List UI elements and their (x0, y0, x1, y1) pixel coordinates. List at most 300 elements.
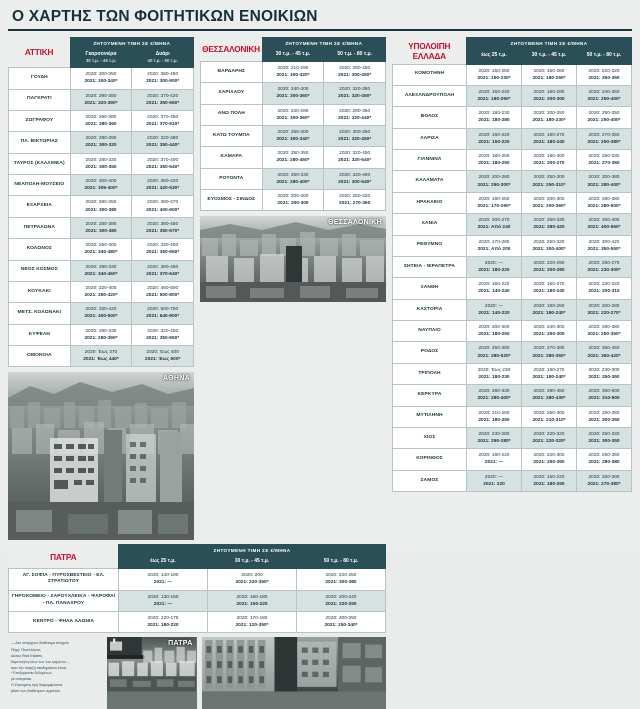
price-2020: 2020: 500-700 (147, 307, 179, 313)
table-row (393, 192, 632, 213)
price-2020: 2020: 220-250 (325, 573, 357, 579)
price-2021: 2021: 400-600* (146, 207, 180, 213)
price-2020: 2020: 210-290 (277, 65, 309, 71)
price-2021: 2021: 180-250 (478, 417, 510, 423)
row-area-label: ΠΑΓΚΡΑΤΙ (9, 89, 71, 110)
price-2020: 2020: 370-400 (147, 157, 179, 163)
price-2021: 2021: 150-220 (478, 139, 510, 145)
table-row (201, 83, 386, 104)
price-2021: 2021: 320-450* (338, 137, 372, 143)
price-2020: 2020: 230-300 (588, 367, 620, 373)
price-2020: 2020: 320-380 (339, 87, 371, 93)
row-price-cell (522, 171, 577, 192)
row-price-cell (522, 363, 577, 384)
row-price-cell (467, 235, 522, 256)
column-rest-of-greece (392, 37, 632, 492)
row-price-cell (577, 107, 632, 128)
table-row (201, 147, 386, 168)
price-2021: 2021: 180-220 (478, 268, 510, 274)
price-2021: 2021: 280-420 (533, 225, 565, 231)
row-price-cell (577, 171, 632, 192)
row-price-cell (70, 153, 132, 174)
col-header-studio-type: Γκαρσονιέρα (85, 50, 117, 57)
price-2020: 2020: 250-330 (277, 172, 309, 178)
table-row (393, 150, 632, 171)
price-2021: 2021: 210-310* (532, 417, 566, 423)
price-2021: 2021: 220-270* (587, 310, 621, 316)
col-header-size-2-label: 30 τ.μ. - 45 τ.μ. (234, 557, 270, 564)
price-2021: 2021: 340-480* (84, 250, 118, 256)
photo-thessaloniki (200, 216, 386, 302)
row-area-label: ΚΟΛΩΝΟΣ (9, 239, 71, 260)
row-price-cell (467, 150, 522, 171)
price-2020: 2020: 200 (241, 573, 263, 579)
price-2021: 2021: 300-380 (85, 228, 117, 234)
row-area-label: ΗΡΑΚΛΕΙΟ (393, 192, 467, 213)
row-price-cell (119, 569, 208, 590)
price-2021: 2021: 250-350 (533, 460, 565, 466)
price-2021: 2021: 370-510* (146, 122, 180, 128)
row-price-cell (132, 346, 194, 367)
price-2020: 2020: 150-250 (478, 68, 510, 74)
price-2021: 2021: 400-500* (84, 314, 118, 320)
table-body-patra (9, 569, 386, 633)
table-row (9, 68, 194, 89)
row-price-cell (132, 153, 194, 174)
row-price-cell (467, 128, 522, 149)
table-body-rest-of-greece (393, 64, 632, 492)
price-2021: 2021: 220-350* (235, 580, 269, 586)
row-price-cell (70, 68, 132, 89)
price-2021: 2021: 350-550* (146, 100, 180, 106)
table-row (9, 303, 194, 324)
price-2021: 2021: 180-250 (533, 481, 565, 487)
row-area-label: ΤΡΙΠΟΛΗ (393, 363, 467, 384)
price-2021: 2021: 250-310* (532, 182, 566, 188)
footnote-source-line6: μέ αστερίσκο. (11, 677, 33, 682)
table-body-thessaloniki (201, 61, 386, 211)
table-row (9, 346, 194, 367)
price-2021: 2021: 280-500* (587, 203, 621, 209)
table-row (201, 61, 386, 82)
price-2021: 2021: 300-350 (588, 439, 620, 445)
table-patra (8, 544, 386, 633)
price-2021: 2021: 200-270 (533, 161, 565, 167)
col-header-onebed-size: 40 τ.μ. - 50 τ.μ. (147, 57, 178, 63)
price-2021: 2021: Από 240 (477, 225, 511, 231)
row-area-label: ΒΑΡΔΑΡΗΣ (201, 61, 263, 82)
row-price-cell (522, 299, 577, 320)
row-price-cell (297, 590, 386, 611)
table-row (9, 217, 194, 238)
price-2020: 2020: 250-300 (277, 129, 309, 135)
col-header-size-3-label: 50 τ.μ. - 80 τ.μ. (586, 52, 622, 59)
price-2020: 2020: 220-320 (588, 68, 620, 74)
price-2021: 2021: 270-350 (588, 161, 620, 167)
price-2021: 2021: 250-380* (587, 139, 621, 145)
row-price-cell (262, 190, 324, 211)
table-row (393, 470, 632, 491)
patra-block (8, 544, 386, 709)
row-price-cell (324, 83, 386, 104)
row-price-cell (577, 128, 632, 149)
price-2020: 2020: 180-220 (478, 453, 510, 459)
thessaloniki-cityscape-illustration (200, 216, 386, 302)
table-row (393, 385, 632, 406)
row-price-cell (522, 406, 577, 427)
price-2021: 2021: 140-240 (478, 289, 510, 295)
price-header-patra: ΖΗΤΟΥΜΕΝΗ ΤΙΜΗ ΣΕ €/ΜΗΝΑ (119, 545, 386, 556)
price-2020: 2020: 320-450 (339, 151, 371, 157)
price-2020: 2020: 320-400 (85, 285, 117, 291)
row-area-label: ΧΑΡΙΛΑΟΥ (201, 83, 263, 104)
price-2020: 2020: 220-290 (533, 260, 565, 266)
price-2021: 2021: 280-350* (532, 353, 566, 359)
price-2020: 2020: 280-330 (478, 389, 510, 395)
row-price-cell (577, 449, 632, 470)
table-rest-of-greece (392, 37, 632, 492)
row-price-cell (467, 256, 522, 277)
price-2021: 2021: 500-800* (146, 293, 180, 299)
price-2021: 2021: 180-220 (147, 623, 179, 629)
price-2021: 2021: 350-650* (146, 250, 180, 256)
price-2020: 2020: 270-380 (533, 346, 565, 352)
price-2020: 2020: 350-450 (588, 346, 620, 352)
price-2021: 2021: 300-340* (84, 79, 118, 85)
row-price-cell (70, 110, 132, 131)
row-price-cell (297, 569, 386, 590)
table-row (9, 110, 194, 131)
price-2020: 2020: 290-380 (85, 114, 117, 120)
row-price-cell (467, 385, 522, 406)
row-area-label: ΚΑΜΑΡΑ (201, 147, 263, 168)
row-price-cell (324, 104, 386, 125)
row-price-cell (467, 278, 522, 299)
row-price-cell (132, 132, 194, 153)
row-area-label: ΓΙΑΝΝΙΝΑ (393, 150, 467, 171)
price-2020: 2020: 220-280 (277, 108, 309, 114)
price-2020: 2020: 180-250 (533, 303, 565, 309)
row-price-cell (70, 260, 132, 281)
col-header-studio-size: 30 τ.μ. - 45 τ.μ. (85, 57, 117, 63)
price-2020: 2020: 250-350 (588, 410, 620, 416)
row-price-cell (119, 590, 208, 611)
row-price-cell (262, 104, 324, 125)
price-2021: 2021: 360-420* (587, 353, 621, 359)
price-2021: 2021: 140-220 (478, 310, 510, 316)
price-2021: 2021: 300-320 (85, 143, 117, 149)
table-row (393, 128, 632, 149)
price-2021: 2021: 370-640* (146, 271, 180, 277)
row-area-label: ΑΛΕΞΑΝΔΡΟΥΠΟΛΗ (393, 85, 467, 106)
price-2020: 2020: 200-250 (533, 111, 565, 117)
price-header-rest-of-greece: ΖΗΤΟΥΜΕΝΗ ΤΙΜΗ ΣΕ €/ΜΗΝΑ (467, 38, 632, 50)
row-area-label: ΒΟΛΟΣ (393, 107, 467, 128)
price-2020: 2020: 280-380 (588, 325, 620, 330)
page-title-bar (8, 6, 632, 31)
price-2020: 2020: 200-260 (478, 175, 510, 181)
row-price-cell (467, 85, 522, 106)
footnote-source-line2: Δίκτυο Real Estates, (11, 654, 43, 659)
row-price-cell (132, 281, 194, 302)
row-area-label: ΕΥΟΣΜΟΣ - ΣΙΝΔΟΣ (201, 190, 263, 211)
photo-athens (8, 372, 194, 540)
price-2021: 2021: 170-290* (477, 203, 511, 209)
price-2020: 2020: 200-300 (533, 196, 565, 202)
row-price-cell (132, 89, 194, 110)
table-header-row (393, 38, 632, 50)
price-2021: 2021: 230-300* (587, 268, 621, 274)
price-2020: 2020: 280-380 (85, 221, 117, 227)
row-area-label: ΚΑΤΩ ΤΟΥΜΠΑ (201, 125, 263, 146)
price-2020: 2020: 250-330 (533, 218, 565, 224)
price-2021: 2021: 300-360* (276, 115, 310, 121)
col-header-size-1-label: 30 τ.μ. - 45 τ.μ. (275, 50, 311, 57)
price-2020: 2020: 250-330 (588, 154, 620, 159)
footnote-source-line5: * Επεξεργασία δεδομένων (11, 671, 52, 676)
price-2021: 2021: 300-350 (85, 164, 117, 170)
row-price-cell (522, 64, 577, 85)
row-area-label: ΝΕΑΠΟΛΗ-ΜΟΥΣΕΙΟ (9, 175, 71, 196)
row-price-cell (132, 175, 194, 196)
price-2020: 2020: 280-350 (339, 108, 371, 114)
table-row (201, 125, 386, 146)
price-2021: 2021: 300-500* (146, 79, 180, 85)
price-2021: 2021: 180-250* (532, 75, 566, 81)
price-2020: 2020: Έως 370 (84, 350, 118, 355)
table-row (393, 406, 632, 427)
row-price-cell (522, 427, 577, 448)
price-2021: 2021: 250-300 (533, 332, 565, 338)
row-price-cell (70, 89, 132, 110)
table-row (201, 104, 386, 125)
price-2021: 2021: Από 200 (477, 246, 511, 252)
row-price-cell (132, 324, 194, 345)
row-area-label: ΣΗΤΕΙΑ - ΙΕΡΑΠΕΤΡΑ (393, 256, 467, 277)
price-2020: 2020: 250-300 (533, 175, 565, 181)
footnote-block (8, 641, 102, 709)
price-2020: 2020: 200-300 (277, 194, 309, 199)
price-2020: 2020: 160-260 (533, 68, 565, 74)
row-price-cell (208, 611, 297, 632)
row-price-cell (577, 321, 632, 342)
price-2020: 2020: 170-180 (236, 615, 268, 621)
row-price-cell (577, 342, 632, 363)
price-2020: 2020: 320-380 (147, 136, 179, 142)
price-2021: 2021: 250-350 (588, 374, 620, 380)
price-2021: 2021: 250-350* (587, 332, 621, 338)
row-area-label: ΝΕΟΣ ΚΟΣΜΟΣ (9, 260, 71, 281)
footnote-source-line1: Πηγή: Πανελλήνιος (11, 648, 41, 653)
price-2020: 2020: 180-270 (533, 132, 565, 138)
row-price-cell (132, 303, 194, 324)
price-2020: 2020: 300-350 (85, 72, 117, 78)
price-2020: 2020: 280-350 (85, 200, 117, 206)
table-header-row (201, 38, 386, 49)
price-2021: 2021: 150-230* (477, 75, 511, 81)
row-price-cell (324, 125, 386, 146)
price-2021: 2021: 400-550* (587, 225, 621, 231)
photo-patra (107, 637, 196, 709)
row-area-label: ΡΟΤΟΝΤΑ (201, 168, 263, 189)
row-area-label: ΚΑΛΑΜΑΤΑ (393, 171, 467, 192)
table-row (393, 64, 632, 85)
table-row (393, 449, 632, 470)
row-price-cell (70, 346, 132, 367)
price-2021: 2021: 300-340* (276, 137, 310, 143)
price-2021: 2021: 350-550* (146, 335, 180, 341)
price-2020: 2020: 280-320 (85, 157, 117, 163)
price-2020: 2020: 380-460 (147, 221, 179, 227)
price-2021: 2021: 280-450* (276, 158, 310, 164)
price-2021: 2021: 250-400* (587, 118, 621, 124)
price-2020: 2020: 250-350 (277, 151, 309, 157)
price-2021: 2021: — (153, 601, 173, 607)
table-row (9, 196, 194, 217)
table-row (393, 107, 632, 128)
col-header-size-2-label: 50 τ.μ. - 80 τ.μ. (337, 50, 372, 57)
row-price-cell (119, 611, 208, 632)
price-2021: 2021: 350-570* (146, 228, 180, 234)
row-price-cell (467, 107, 522, 128)
price-2020: 2020: 300-350 (339, 129, 371, 135)
row-price-cell (262, 147, 324, 168)
row-price-cell (522, 107, 577, 128)
price-2020: 2020: 160-270 (533, 282, 565, 288)
price-2020: 2020: 250-270 (588, 260, 620, 266)
row-area-label: ΚΟΜΟΤΗΝΗ (393, 64, 467, 85)
price-2020: 2020: 150-220 (478, 282, 510, 288)
row-price-cell (467, 171, 522, 192)
price-2020: 2020: 280-390 (85, 136, 117, 142)
price-2021: 2021: 420-530* (146, 186, 180, 192)
price-2021: 2021: 280-390* (84, 335, 118, 341)
row-price-cell (522, 470, 577, 491)
row-area-label: ΚΑΣΤΟΡΙΑ (393, 299, 467, 320)
row-price-cell (297, 611, 386, 632)
price-2021: 2021: 250-400* (587, 97, 621, 103)
price-2021: 2021: 200-280 (533, 268, 565, 274)
price-2021: 2021: 350-420* (84, 293, 118, 299)
table-thessaloniki (200, 37, 386, 211)
price-2021: 2021: 300-320* (276, 72, 310, 78)
price-2021: 2021: 280-400* (477, 396, 511, 402)
price-2021: 2021: 200-360* (532, 203, 566, 209)
price-2020: 2020: — (484, 260, 504, 266)
row-price-cell (577, 150, 632, 171)
price-2020: 2020: 240-300 (533, 325, 565, 330)
row-area-label: ΚΟΥΚΑΚΙ (9, 281, 71, 302)
price-2021: 2021: 180-240 (533, 289, 565, 295)
price-2020: 2020: 250-300 (85, 243, 117, 249)
price-2020: 2020: 200-250 (325, 615, 357, 621)
table-row (9, 260, 194, 281)
price-2020: 2020: — (484, 303, 504, 309)
row-area-label: ΜΥΤΙΛΗΝΗ (393, 406, 467, 427)
row-area-label: ΑΝΩ ΠΟΛΗ (201, 104, 263, 125)
price-2021: 2021: 320-540* (338, 158, 372, 164)
photo-caption-athens: ΑΘΗΝΑ (163, 375, 190, 383)
row-price-cell (577, 64, 632, 85)
row-price-cell (522, 278, 577, 299)
price-2021: 2021: 220 (483, 481, 505, 487)
row-price-cell (467, 214, 522, 235)
price-2020: 2020: 230-280 (478, 431, 510, 437)
price-2021: 2021: Έως 440* (83, 357, 119, 363)
row-price-cell (577, 385, 632, 406)
price-2020: 2020: 200-240 (325, 594, 357, 600)
row-price-cell (132, 217, 194, 238)
row-price-cell (467, 64, 522, 85)
price-2020: 2020: 300-380 (588, 175, 620, 181)
price-2020: 2020: 240-350 (588, 89, 620, 95)
table-row (393, 235, 632, 256)
page-title: Ο ΧΑΡΤΗΣ ΤΩΝ ΦΟΙΤΗΤΙΚΩΝ ΕΝΟΙΚΙΩΝ (12, 8, 318, 25)
price-2020: 2020: 180-250 (478, 154, 510, 159)
price-2021: 2021: — (484, 460, 504, 466)
price-2021: 2021: 280-400* (587, 182, 621, 188)
price-2020: 2020: 130-150 (147, 594, 179, 600)
row-price-cell (522, 256, 577, 277)
price-header-thessaloniki: ΖΗΤΟΥΜΕΝΗ ΤΙΜΗ ΣΕ €/ΜΗΝΑ (262, 38, 385, 49)
price-2021: 2021: 180-230 (478, 374, 510, 380)
price-2020: 2020: 250-350 (588, 111, 620, 117)
footnote-photos-row (8, 637, 386, 709)
row-price-cell (522, 192, 577, 213)
row-price-cell (467, 342, 522, 363)
row-price-cell (208, 590, 297, 611)
row-area-label: ΟΜΟΝΟΙΑ (9, 346, 71, 367)
row-price-cell (70, 132, 132, 153)
price-2020: 2020: 250-300 (588, 474, 620, 480)
row-price-cell (467, 427, 522, 448)
price-2021: 2021: 120-350* (235, 623, 269, 629)
table-row (9, 153, 194, 174)
price-2021: 2021: 180-250* (477, 97, 511, 103)
table-row (393, 299, 632, 320)
row-area-label: ΝΑΥΠΛΙΟ (393, 321, 467, 342)
row-price-cell (577, 470, 632, 491)
price-2020: 2020: 280-450 (339, 65, 371, 71)
price-2020: 2020: 280-380 (588, 196, 620, 202)
price-2020: 2020: 120-175 (147, 615, 179, 621)
price-2020: 2020: 180-250 (478, 196, 510, 202)
row-price-cell (70, 175, 132, 196)
row-price-cell (577, 235, 632, 256)
table-row (393, 342, 632, 363)
price-2020: 2020: 160-180 (236, 594, 268, 600)
footnote-legend: — Δεν υπάρχουν διαθέσιμα στοιχεία (11, 641, 69, 646)
price-2020: 2020: 140-180 (147, 573, 179, 579)
table-row (9, 590, 386, 611)
row-price-cell (262, 61, 324, 82)
price-header-attiki: ΖΗΤΟΥΜΕΝΗ ΤΙΜΗ ΣΕ €/ΜΗΝΑ (70, 38, 193, 49)
price-2021: 2021: 180-280 (478, 118, 510, 124)
row-area-label: ΕΞΑΡΧΕΙΑ (9, 196, 71, 217)
price-2020: 2020: 320-420 (85, 307, 117, 313)
row-price-cell (522, 85, 577, 106)
row-area-label: ΣΑΜΟΣ (393, 470, 467, 491)
row-area-label: ΚΟΡΙΝΘΟΣ (393, 449, 467, 470)
col-header-size-2 (208, 555, 297, 568)
row-price-cell (70, 239, 132, 260)
row-price-cell (324, 61, 386, 82)
price-2020: 2020: 200-300 (478, 325, 510, 330)
row-price-cell (208, 569, 297, 590)
table-row (9, 175, 194, 196)
price-2021: 2021: 350-540* (146, 164, 180, 170)
price-2021: 2021: 280-400* (276, 179, 310, 185)
